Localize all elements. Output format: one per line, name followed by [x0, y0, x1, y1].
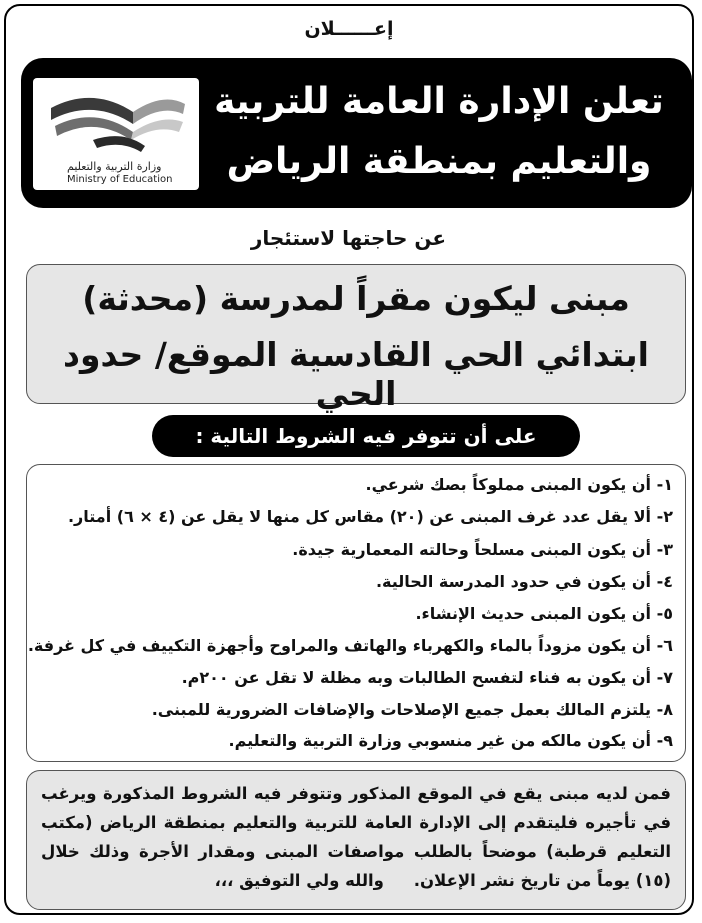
instructions-body: فمن لديه مبنى يقع في الموقع المذكور وتتوفر فيه الشروط المذكورة ويرغب في تأجيره فليتقدم إلى الإدارة العامة للتربية والتعليم بمنطقة الرياض (مكتب التعليم قرطبة) موضحاً بالطلب مواصفات المبنى ومقدار الأجرة وذلك خلال (١٥) يوماً من تاريخ نشر الإعلان. [41, 784, 671, 890]
building-title-line-1: مبنى ليكون مقراً لمدرسة (محدثة) [82, 279, 630, 318]
conditions-box [26, 464, 686, 762]
ministry-logo [33, 78, 199, 190]
building-title-box [26, 264, 686, 413]
condition-item: ٥- أن يكون المبنى حديث الإنشاء. [415, 604, 673, 623]
application-instructions [26, 770, 686, 910]
book-logo-icon [33, 78, 199, 158]
logo-english-name: Ministry of Education [67, 174, 173, 185]
closing-phrase: والله ولي التوفيق ،،، [214, 871, 384, 890]
announcement-heading: إعــــــلان [304, 18, 394, 40]
condition-item: ٤- أن يكون في حدود المدرسة الحالية. [375, 572, 673, 591]
banner-line-1: تعلن الإدارة العامة للتربية [214, 81, 664, 122]
logo-arabic-name: وزارة التربية والتعليم [67, 160, 162, 173]
conditions-header: على أن تتوفر فيه الشروط التالية : [152, 415, 580, 457]
condition-item: ٦- أن يكون مزوداً بالماء والكهرباء والهاتف والمراوح وأجهزة التكييف في كل غرفة. [27, 636, 673, 655]
advertisement-frame [4, 4, 694, 915]
condition-item: ٢- ألا يقل عدد غرف المبنى عن (٢٠) مقاس كل منها لا يقل عن (٤ × ٦) أمتار. [67, 507, 673, 526]
banner-line-2: والتعليم بمنطقة الرياض [226, 141, 652, 182]
condition-item: ١- أن يكون المبنى مملوكاً بصك شرعي. [365, 475, 673, 494]
header-banner [21, 58, 692, 208]
condition-item: ٩- أن يكون مالكه من غير منسوبي وزارة التربية والتعليم. [228, 731, 673, 750]
building-title-line-2: ابتدائي الحي القادسية الموقع/ حدود الحي [63, 335, 649, 413]
banner-title [204, 72, 674, 192]
condition-item: ٣- أن يكون المبنى مسلحاً وحالته المعمارية جيدة. [292, 540, 673, 559]
subheading: عن حاجتها لاستئجار [250, 226, 446, 250]
condition-item: ٨- يلتزم المالك بعمل جميع الإصلاحات والإضافات الضرورية للمبنى. [151, 700, 673, 719]
condition-item: ٧- أن يكون به فناء لتفسح الطالبات وبه مظلة لا تقل عن ٢٠٠م. [181, 668, 673, 687]
instructions-text [41, 779, 671, 895]
